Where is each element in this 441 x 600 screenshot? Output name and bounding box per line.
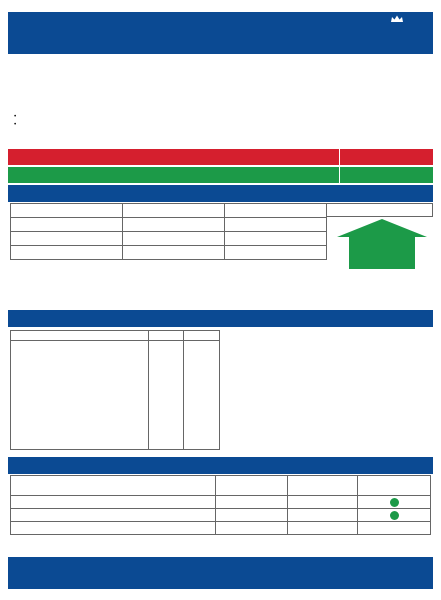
use-bullets bbox=[14, 114, 24, 130]
measure-name bbox=[11, 522, 216, 535]
actions-table bbox=[10, 475, 431, 535]
savings-value bbox=[339, 167, 433, 183]
table-row bbox=[11, 218, 327, 232]
list-item bbox=[14, 122, 24, 130]
measure-savings bbox=[288, 522, 358, 535]
col-green-deal bbox=[358, 476, 431, 496]
costs-section-heading bbox=[8, 185, 433, 202]
estimated-cost-band bbox=[8, 149, 433, 165]
table-row bbox=[11, 246, 327, 260]
green-deal-check-icon bbox=[390, 498, 399, 507]
estimated-cost-value bbox=[339, 149, 433, 165]
col-current-costs bbox=[123, 204, 225, 218]
cost-current bbox=[123, 232, 225, 246]
cost-current bbox=[123, 218, 225, 232]
property-details bbox=[12, 75, 432, 102]
total-current bbox=[123, 260, 225, 274]
measure-cost bbox=[216, 496, 288, 509]
measure-name bbox=[11, 496, 216, 509]
cost-current bbox=[123, 246, 225, 260]
rating-section-heading bbox=[8, 310, 433, 327]
efficiency-rating-graph bbox=[10, 330, 220, 450]
savings-band bbox=[8, 167, 433, 183]
future-savings-house bbox=[336, 218, 428, 270]
green-deal-check-icon bbox=[390, 511, 399, 520]
cost-potential bbox=[225, 218, 327, 232]
cost-potential bbox=[225, 232, 327, 246]
table-row bbox=[11, 522, 431, 535]
table-row bbox=[11, 509, 431, 522]
measure-cost bbox=[216, 522, 288, 535]
cost-item bbox=[11, 232, 123, 246]
costs-table bbox=[10, 203, 327, 274]
cost-potential bbox=[225, 246, 327, 260]
table-row bbox=[11, 496, 431, 509]
house-icon bbox=[336, 218, 428, 270]
totals-label bbox=[11, 260, 123, 274]
measure-name bbox=[11, 509, 216, 522]
table-row bbox=[11, 232, 327, 246]
measure-savings bbox=[288, 496, 358, 509]
actions-section-heading bbox=[8, 457, 433, 474]
sap-logo bbox=[365, 13, 427, 53]
col-indicative-cost bbox=[216, 476, 288, 496]
crown-icon bbox=[390, 15, 404, 23]
col-potential-costs bbox=[225, 204, 327, 218]
measure-cost bbox=[216, 509, 288, 522]
col-typical-savings bbox=[288, 476, 358, 496]
certificate-header bbox=[8, 12, 433, 54]
col-measures bbox=[11, 476, 216, 496]
col-future-savings bbox=[326, 203, 433, 217]
totals-row bbox=[11, 260, 327, 274]
footer-info bbox=[8, 557, 433, 589]
total-potential bbox=[225, 260, 327, 274]
cost-item bbox=[11, 246, 123, 260]
measure-savings bbox=[288, 509, 358, 522]
cost-item bbox=[11, 218, 123, 232]
